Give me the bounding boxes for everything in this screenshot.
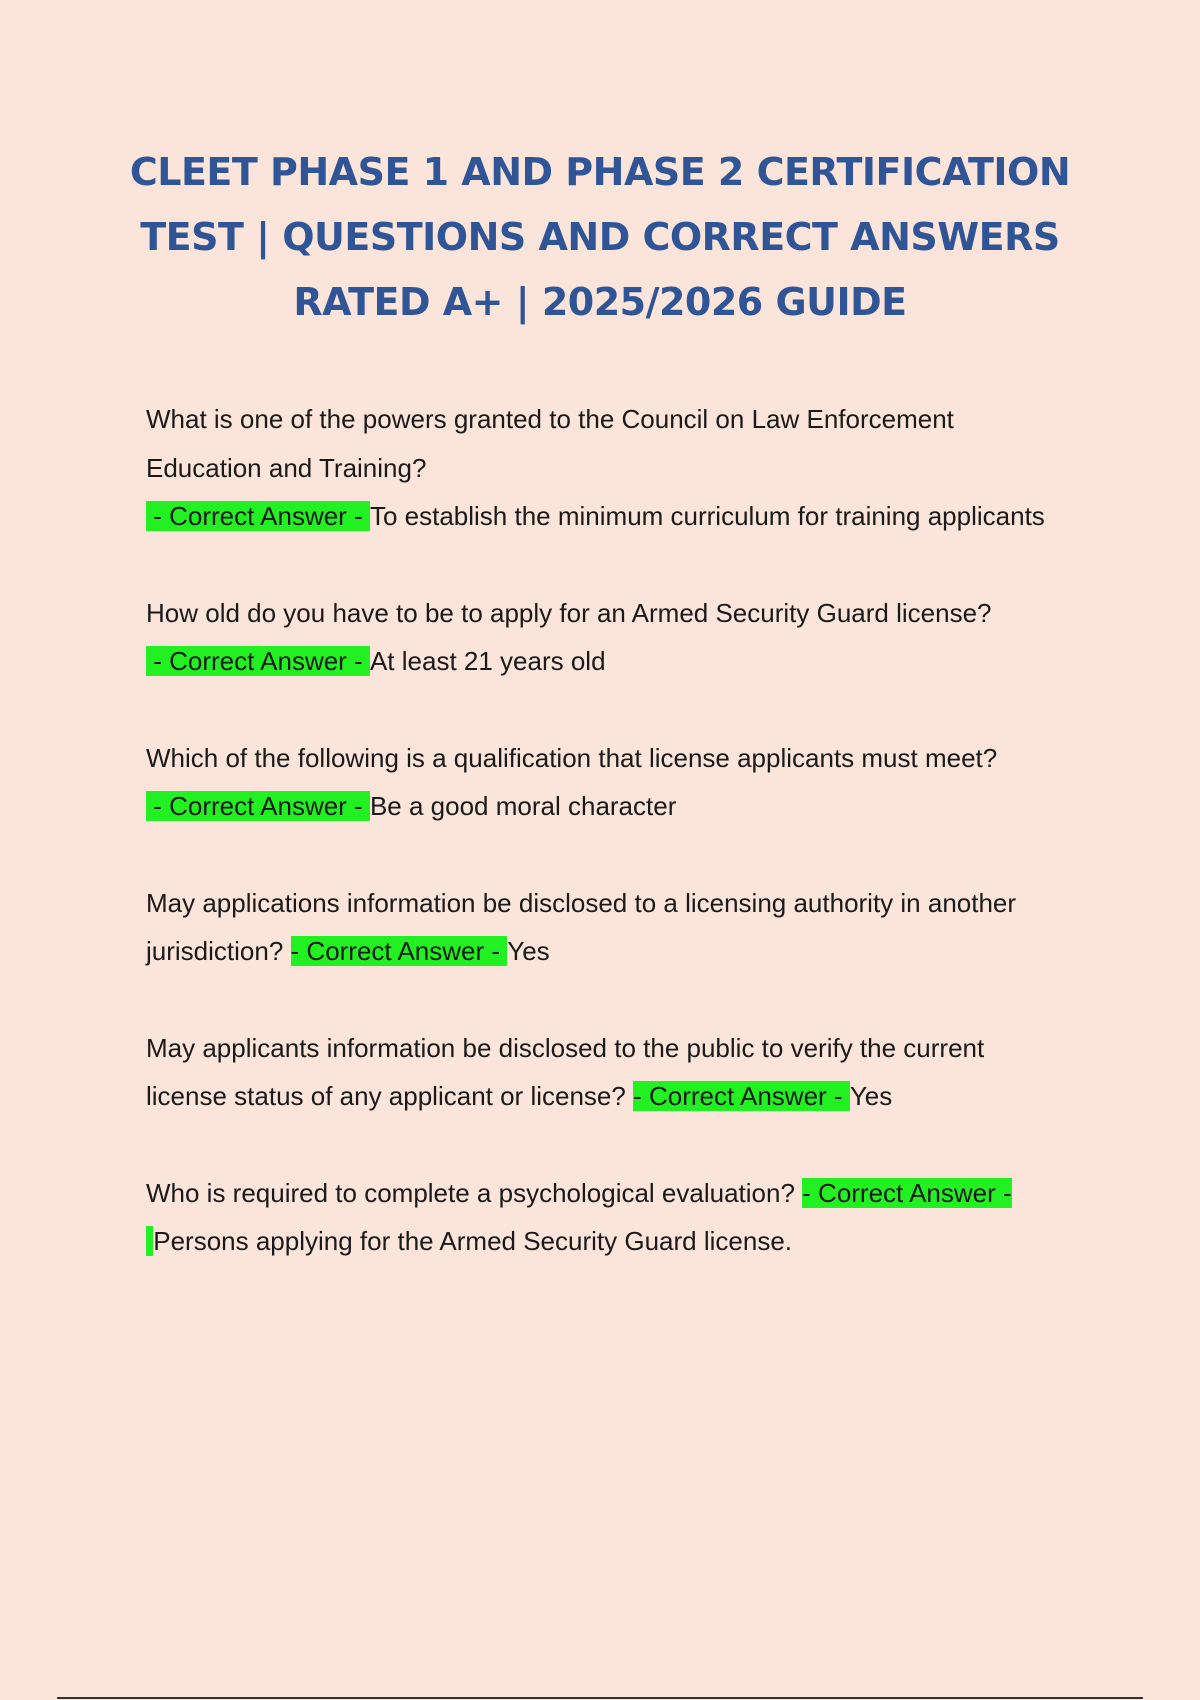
question-text: How old do you have to be to apply for an Armed Security Guard license? bbox=[146, 597, 992, 628]
qa-item bbox=[146, 589, 1066, 686]
document-title: CLEET PHASE 1 AND PHASE 2 CERTIFICATION TEST | QUESTIONS AND CORRECT ANSWERS RATED A+ | 2025/2026 GUIDE bbox=[129, 150, 1071, 324]
qa-item bbox=[146, 1024, 1066, 1121]
qa-item bbox=[146, 1169, 1066, 1266]
question-text: What is one of the powers granted to the Council on Law Enforcement Education and Training? bbox=[146, 404, 954, 483]
correct-answer-marker: - Correct Answer - bbox=[633, 1081, 850, 1111]
answer-text: Yes bbox=[507, 936, 550, 966]
qa-item bbox=[146, 879, 1066, 976]
question-text: May applications information be disclosed to a licensing authority in another jurisdiction? bbox=[146, 887, 1017, 966]
answer-text: To establish the minimum curriculum for training applicants bbox=[369, 501, 1045, 531]
qa-item bbox=[146, 734, 1066, 831]
question-text: May applicants information be disclosed to the public to verify the current license status of any applicant or license? bbox=[146, 1032, 985, 1111]
correct-answer-marker: - Correct Answer - bbox=[146, 1178, 1012, 1257]
question-text: Which of the following is a qualification that license applicants must meet? bbox=[146, 742, 998, 773]
answer-text: Yes bbox=[849, 1081, 893, 1111]
correct-answer-marker: - Correct Answer - bbox=[146, 501, 370, 531]
answer-text: Persons applying for the Armed Security Guard license. bbox=[153, 1226, 792, 1256]
answer-text: Be a good moral character bbox=[369, 791, 677, 821]
question-text: Who is required to complete a psychological evaluation? bbox=[146, 1177, 795, 1208]
footer-divider bbox=[57, 1697, 1143, 1699]
correct-answer-marker: - Correct Answer - bbox=[291, 936, 508, 966]
qa-list bbox=[146, 395, 1066, 1314]
answer-text: At least 21 years old bbox=[369, 646, 606, 676]
correct-answer-marker: - Correct Answer - bbox=[146, 646, 370, 676]
correct-answer-marker: - Correct Answer - bbox=[146, 791, 370, 821]
qa-item bbox=[146, 395, 1066, 541]
